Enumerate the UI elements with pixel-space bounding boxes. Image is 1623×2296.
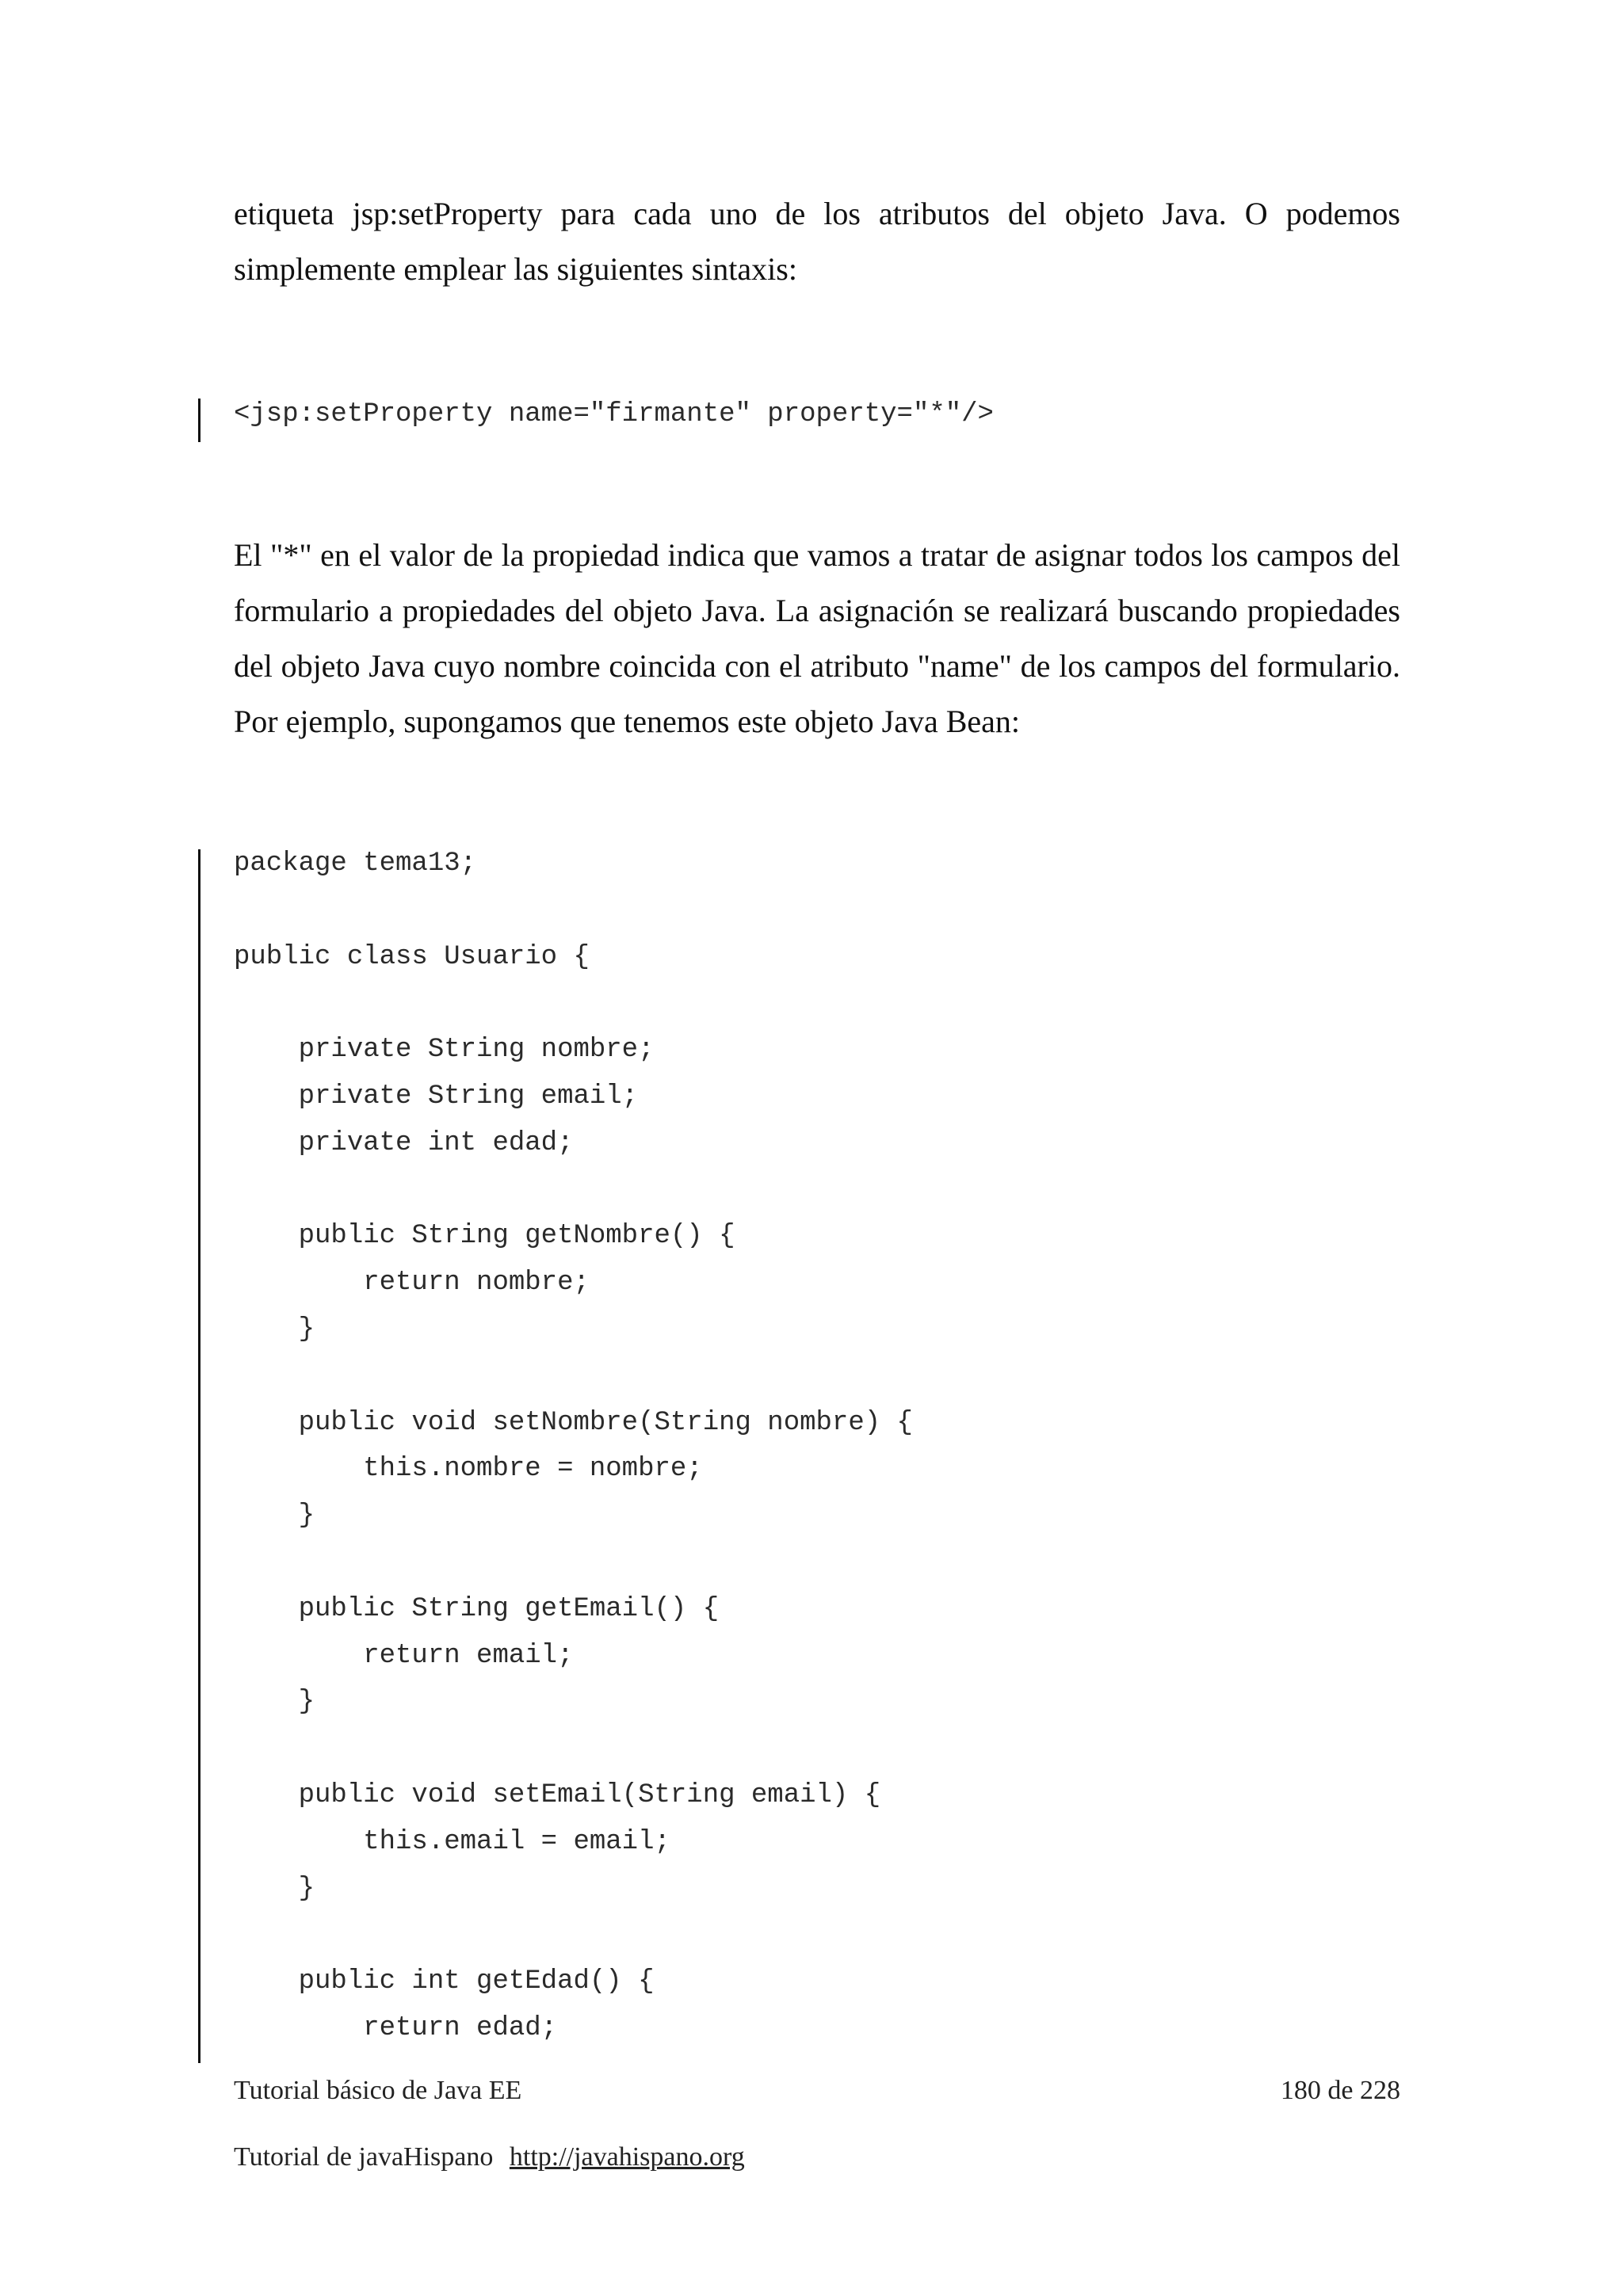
footer-credit: Tutorial de javaHispano — [234, 2142, 494, 2172]
code-listing-java-bean: package tema13; public class Usuario { private String nombre; private String email; private int edad; public String getNombre() { return nombre; } public void setNombre(String nombre) { this.nombre = nombre; } public String getEmail() { return email; } public void setEmail(String email) { this.email = email; } public int getEdad() { return edad; — [234, 849, 913, 2043]
code-snippet-jsp: <jsp:setProperty name="firmante" property="*"/> — [234, 399, 994, 429]
body-paragraph: etiqueta jsp:setProperty para cada uno de los atributos del objeto Java. O podemos simplemente emplear las siguientes sintaxis: — [234, 196, 1400, 287]
code-block-bar — [198, 849, 200, 2063]
footer-title: Tutorial básico de Java EE — [234, 2076, 522, 2105]
body-paragraph: El "*" en el valor de la propiedad indica que vamos a tratar de asignar todos los campos del formulario a propiedades del objeto Java. La asignación se realizará buscando propiedades del objeto Java cuyo nombre coincida con el atributo "name" de los campos del formulario. Por ejemplo, supongamos que tenemos este objeto Java Bean: — [234, 537, 1400, 739]
code-block-bar — [198, 399, 200, 442]
footer-page-number: 180 de 228 — [1280, 2076, 1400, 2105]
footer-link[interactable]: http://javahispano.org — [509, 2142, 745, 2172]
footer-credit-line — [234, 2142, 745, 2172]
